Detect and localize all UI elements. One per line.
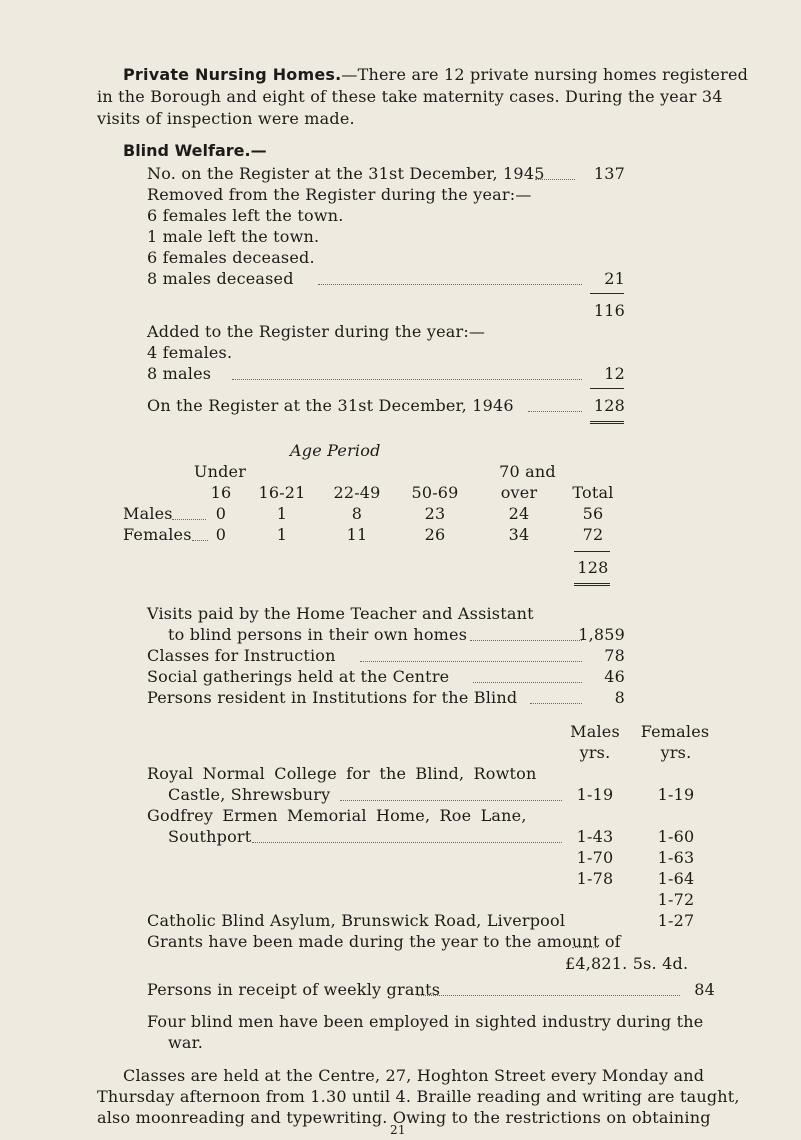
leader-dots: [318, 284, 582, 285]
col-header-70-and: 70 and: [499, 462, 556, 481]
removed-item: 1 male left the town.: [147, 227, 320, 246]
godfrey-males: 1-70: [576, 848, 614, 867]
godfrey-males: 1-78: [576, 869, 614, 888]
classes-value: 78: [604, 646, 625, 665]
removed-item: 6 females deceased.: [147, 248, 315, 267]
sum-rule: [590, 293, 624, 294]
register-1946-label: On the Register at the 31st December, 1946: [147, 396, 514, 415]
employed-line-1: Four blind men have been employed in sighted industry during the: [147, 1012, 704, 1031]
grants-amount: £4,821. 5s. 4d.: [565, 954, 689, 973]
col-header: 16: [210, 483, 232, 502]
social-label: Social gatherings held at the Centre: [147, 667, 450, 686]
catholic-females: 1-27: [657, 911, 695, 930]
visits-label-cont: to blind persons in their own homes: [168, 625, 468, 644]
royal-males: 1-19: [576, 785, 614, 804]
leader-dots: [572, 947, 598, 948]
col-header-females: Females: [640, 722, 710, 741]
leader-dots: [535, 179, 575, 180]
row-label-females: Females: [123, 525, 192, 544]
godfrey-females: 1-72: [657, 890, 695, 909]
register-1945-label: No. on the Register at the 31st December, 1945: [147, 164, 545, 183]
godfrey-females: 1-60: [657, 827, 695, 846]
classes-para-1: Classes are held at the Centre, 27, Hoghton Street every Monday and: [123, 1066, 705, 1085]
godfrey-females: 1-64: [657, 869, 695, 888]
table-cell: 24: [508, 504, 530, 523]
godfrey-males: 1-43: [576, 827, 614, 846]
subtotal: 116: [593, 301, 625, 320]
royal-college-label: Royal Normal College for the Blind, Rowton: [147, 764, 537, 783]
visits-label: Visits paid by the Home Teacher and Assistant: [147, 604, 534, 623]
nursing-line-3: visits of inspection were made.: [97, 109, 355, 128]
added-item: 4 females.: [147, 343, 233, 362]
table-cell: 56: [582, 504, 604, 523]
classes-para-2: Thursday afternoon from 1.30 until 4. Braille reading and writing are taught,: [97, 1087, 740, 1106]
leader-dots: [252, 842, 562, 843]
removed-item: 8 males deceased: [147, 269, 294, 288]
added-total: 12: [604, 364, 625, 383]
col-header: 16-21: [258, 483, 306, 502]
royal-females: 1-19: [657, 785, 695, 804]
classes-para-3: also moonreading and typewriting. Owing to the restrictions on obtaining: [97, 1108, 711, 1127]
leader-dots: [232, 379, 582, 380]
classes-para-4: [97, 1122, 112, 1140]
sum-rule: [574, 551, 610, 552]
godfrey-label-cont: Southport: [168, 827, 252, 846]
visits-value: 1,859: [578, 625, 625, 644]
institutions-label: Persons resident in Institutions for the Blind: [147, 688, 518, 707]
unit-males: yrs.: [579, 743, 611, 762]
total-double-rule: [574, 583, 610, 586]
table-cell: 0: [215, 525, 227, 544]
catholic-label: Catholic Blind Asylum, Brunswick Road, Liverpool: [147, 911, 566, 930]
weekly-grants-value: 84: [694, 980, 715, 999]
weekly-grants-label: Persons in receipt of weekly grants: [147, 980, 441, 999]
removed-item: 6 females left the town.: [147, 206, 344, 225]
table-cell: 1: [276, 504, 288, 523]
nursing-line-2: in the Borough and eight of these take maternity cases. During the year 34: [97, 87, 723, 106]
col-header: 50-69: [411, 483, 459, 502]
nursing-heading: Private Nursing Homes.: [123, 65, 342, 84]
register-1945-value: 137: [593, 164, 625, 183]
grants-label: Grants have been made during the year to the amount of: [147, 932, 621, 951]
removed-label: Removed from the Register during the year:—: [147, 185, 532, 204]
leader-dots: [418, 995, 680, 996]
added-item: 8 males: [147, 364, 212, 383]
godfrey-females: 1-63: [657, 848, 695, 867]
table-cell: 23: [424, 504, 446, 523]
col-header-males: Males: [570, 722, 620, 741]
removed-total: 21: [604, 269, 625, 288]
unit-females: yrs.: [660, 743, 692, 762]
leader-dots: [360, 661, 582, 662]
table-cell: 11: [346, 525, 368, 544]
added-label: Added to the Register during the year:—: [147, 322, 486, 341]
royal-college-label-cont: Castle, Shrewsbury: [168, 785, 331, 804]
leader-dots: [340, 800, 562, 801]
col-header-under: Under: [193, 462, 247, 481]
institutions-value: 8: [614, 688, 625, 707]
leader-dots: [473, 682, 582, 683]
table-cell: 72: [582, 525, 604, 544]
employed-line-2: war.: [168, 1033, 204, 1052]
table-cell: 0: [215, 504, 227, 523]
table-cell: 34: [508, 525, 530, 544]
classes-label: Classes for Instruction: [147, 646, 336, 665]
col-header: Total: [572, 483, 614, 502]
table-cell: 8: [351, 504, 363, 523]
age-period-title: Age Period: [290, 441, 381, 460]
register-1946-value: 128: [593, 396, 625, 415]
godfrey-label: Godfrey Ermen Memorial Home, Roe Lane,: [147, 806, 527, 825]
blind-heading: Blind Welfare.—: [123, 141, 267, 160]
age-grand-total: 128: [577, 558, 609, 577]
row-label-males: Males: [123, 504, 173, 523]
social-value: 46: [604, 667, 625, 686]
page-number: 21: [390, 1123, 406, 1137]
total-double-rule: [590, 421, 624, 424]
leader-dots: [470, 640, 582, 641]
col-header: 22-49: [333, 483, 381, 502]
table-cell: 1: [276, 525, 288, 544]
nursing-line-1: Private Nursing Homes.—There are 12 private nursing homes registered: [123, 65, 749, 84]
sum-rule: [590, 388, 624, 389]
table-cell: 26: [424, 525, 446, 544]
col-header: over: [500, 483, 538, 502]
